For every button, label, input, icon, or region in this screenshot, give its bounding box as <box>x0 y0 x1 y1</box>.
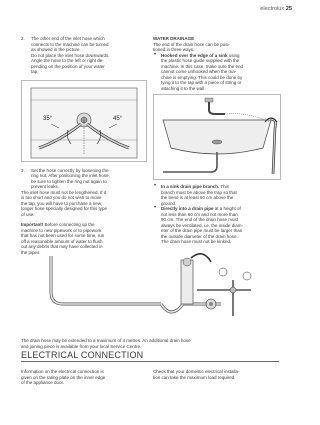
important-line: Before connecting up the <box>43 222 95 227</box>
page-header <box>260 6 292 12</box>
step-number: 3. <box>21 167 25 173</box>
step-3-line: prevent leaks. <box>31 184 60 189</box>
paragraph-line: of use. <box>21 211 35 217</box>
paragraph-line: The inlet hose must not be lengthened. If it <box>21 189 107 195</box>
bullet-line: machine. In this case, make sure the end <box>161 63 244 69</box>
paragraph-line: longer hose specially designed for this type <box>21 206 108 211</box>
step-2-line: pending on the position of your water <box>31 63 105 69</box>
bullet-line: eter of the drain pipe must be larger than <box>161 228 243 233</box>
inlet-hose-angle-figure <box>21 80 147 162</box>
hose-length-paragraph <box>21 190 147 218</box>
step-2 <box>21 36 147 75</box>
electrical-line: tion can take the maximum load required, <box>153 374 236 380</box>
bullet-bold: Hooked over the edge of a sink <box>161 52 228 58</box>
electrical-left-text <box>21 369 147 386</box>
bullet-line: attaching it to the wall. <box>161 85 206 91</box>
important-label: Important! <box>21 222 44 227</box>
step-3 <box>21 168 147 190</box>
bullet-bold: Directly into a drain pipe <box>161 206 214 211</box>
intro-line: The end of the drain hose can be posi- <box>153 41 231 47</box>
sink-drain-figure <box>153 94 281 180</box>
step-2-line: as showed in the picture. <box>31 47 81 52</box>
angle-label-left: 35° <box>43 115 53 122</box>
angle-label-right: 45° <box>113 115 123 122</box>
bullet-line: always be ventilated, i.e. the inside diam- <box>161 222 244 228</box>
drain-option-sink-edge <box>153 53 281 92</box>
note-line: and joining piece is available from your local Service Centre. <box>21 343 142 349</box>
important-line: out any debris that may have collected in <box>21 244 103 249</box>
bullet-line: chine is emptying. This could be done by <box>161 74 243 80</box>
important-line: the pipes. <box>21 249 41 255</box>
bullet-line: the plastic hose guide supplied with the <box>161 58 240 63</box>
bullet-line: 90 cm. The end of the drain hose must <box>161 217 238 222</box>
bullet-line: The drain hose must not be kinked. <box>161 239 232 244</box>
paragraph-line: is too short and you do not wish to move <box>21 195 102 200</box>
page-number: 25 <box>285 6 292 12</box>
step-3-line: be sure to tighten the ring nut again to <box>31 178 107 184</box>
bullet-line: branch must be above the trap so that <box>161 189 237 195</box>
bullet-line: the bend is at least 60 cm above the <box>161 195 234 200</box>
step-number: 2. <box>21 36 25 41</box>
right-column <box>153 36 281 245</box>
extension-note <box>21 338 279 349</box>
bullet-line: using <box>227 52 240 58</box>
electrical-line: Information on the electrical connection is <box>21 369 104 374</box>
step-3-line: ring nut. After positioning the inlet hose, <box>31 173 110 178</box>
drain-pipe-installation-figure <box>21 250 279 330</box>
step-2-line: Angle the hose to the left or right de- <box>31 58 104 63</box>
step-2-line: tap. <box>31 69 39 74</box>
electrical-right-text <box>153 369 281 380</box>
brand-name: electrolux <box>260 6 285 12</box>
electrical-connection-heading: ELECTRICAL CONNECTION <box>21 350 279 362</box>
bullet-line: cannot come unhooked when the ma- <box>161 69 237 74</box>
important-line: machine to new pipework or to pipework <box>21 227 102 233</box>
step-2-line: The other end of the inlet hose which <box>31 36 105 41</box>
step-3-line: Set the hose correctly by loosening the <box>31 167 109 173</box>
step-2-line: Do not place the inlet hose downwards. <box>31 52 110 58</box>
important-line: that has not been used for some time, run <box>21 233 105 238</box>
step-2-line: connects to the machine can be turned <box>31 41 109 47</box>
electrical-line: of the appliance door. <box>21 380 65 385</box>
drain-option-drain-pipe <box>153 206 281 245</box>
bullet-line: tying it to the tap with a piece of string or <box>161 80 242 85</box>
paragraph-line: the tap, you will have to purchase a new, <box>21 200 103 206</box>
electrical-line: Check that your domestic electrical installa- <box>153 369 240 374</box>
note-line: The drain hose may be extended to a maximum of 4 metres. An additional drain hose <box>21 338 191 343</box>
bullet-line: This <box>219 184 229 189</box>
important-line: off a reasonable amount of water to flush <box>21 238 103 244</box>
bullet-line: ground. <box>161 200 177 206</box>
bullet-line: not less than 60 cm and not more than <box>161 211 238 217</box>
bullet-line: at a height of <box>213 206 241 211</box>
left-column <box>21 36 147 255</box>
bullet-bold: In a sink drain pipe branch. <box>161 184 220 189</box>
water-drainage-heading: WATER DRAINAGE <box>153 36 195 41</box>
electrical-line: given on the rating plate on the inner edge <box>21 374 106 380</box>
intro-line: tioned in three ways. <box>153 47 195 52</box>
drain-option-sink-branch <box>153 184 281 206</box>
bullet-line: the outside diameter of the drain hose. <box>161 233 238 239</box>
